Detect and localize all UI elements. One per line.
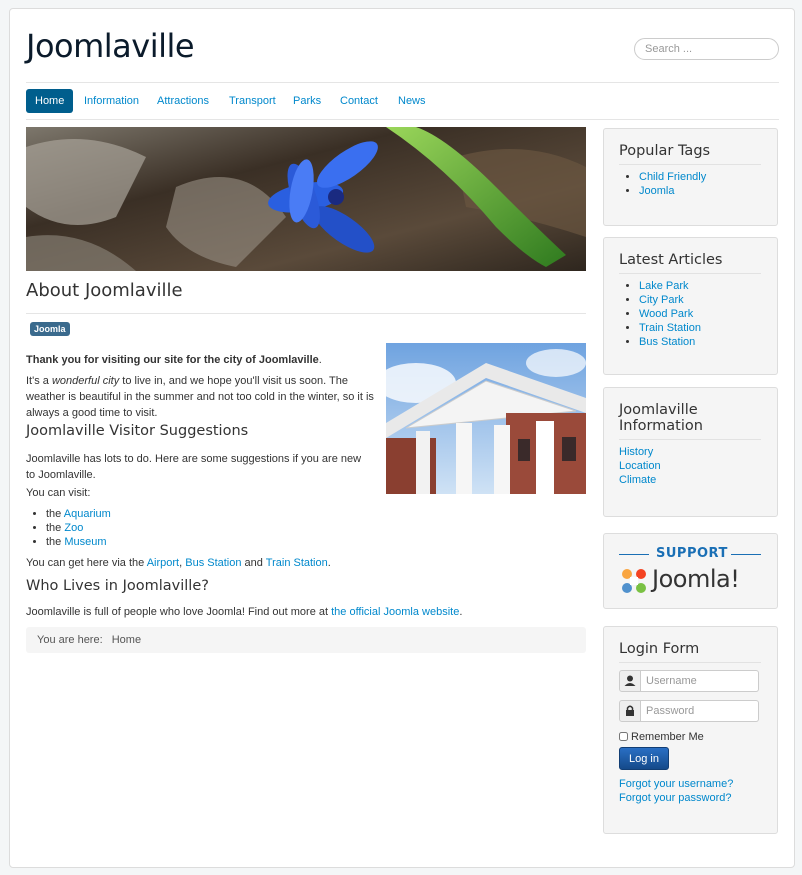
breadcrumb-current: Home — [111, 634, 142, 646]
nav-item-information[interactable]: Information — [84, 95, 140, 107]
username-input[interactable] — [641, 670, 759, 692]
tag-child-friendly[interactable]: Child Friendly — [639, 171, 707, 183]
login-button[interactable]: Log in — [619, 747, 669, 770]
forgot-username-link[interactable]: Forgot your username? — [619, 778, 734, 790]
username-field-group — [619, 670, 759, 692]
nav-item-news[interactable]: News — [398, 95, 426, 107]
list-item: • the Aquarium — [46, 507, 111, 521]
remember-me-label[interactable]: Remember Me — [619, 731, 704, 743]
list-item — [639, 184, 706, 198]
forgot-password-link[interactable]: Forgot your password? — [619, 792, 732, 804]
popular-tags-title: Popular Tags — [619, 143, 711, 159]
article-train-station[interactable]: Train Station — [639, 322, 701, 334]
weather-paragraph: It's a wonderful city to live in, and we hope you'll visit us soon. The weather is beautiful in the summer and not too cold in the winter, so it is always a good time to visit. — [26, 375, 374, 419]
article-lake-park[interactable]: Lake Park — [639, 280, 689, 292]
nav-item-transport[interactable]: Transport — [229, 95, 276, 107]
aquarium-link[interactable]: Aquarium — [63, 508, 111, 520]
list-item — [639, 279, 701, 293]
breadcrumb — [26, 627, 586, 653]
list-item — [619, 459, 661, 473]
who-lives-paragraph: Joomlaville is full of people who love Joomla! Find out more at the official Joomla website. — [26, 606, 463, 618]
page-container — [9, 8, 795, 868]
breadcrumb-label: You are here: — [37, 634, 103, 646]
remember-me-checkbox[interactable] — [619, 732, 628, 741]
login-module — [603, 626, 778, 834]
list-item — [639, 335, 701, 349]
visit-list — [46, 507, 111, 549]
article-wood-park[interactable]: Wood Park — [639, 308, 694, 320]
intro-paragraph: Thank you for visiting our site for the city of Joomlaville. — [26, 354, 322, 366]
list-item — [619, 473, 661, 487]
nav-item-attractions[interactable]: Attractions — [157, 95, 209, 107]
tag-badge[interactable]: Joomla — [30, 322, 70, 336]
nav-item-parks[interactable]: Parks — [293, 95, 322, 107]
support-joomla-module[interactable] — [603, 533, 778, 609]
latest-articles-title: Latest Articles — [619, 252, 723, 268]
tag-joomla[interactable]: Joomla — [639, 185, 675, 197]
article-city-park[interactable]: City Park — [639, 294, 684, 306]
who-lives-heading: Who Lives in Joomlaville? — [26, 578, 209, 594]
page-title: About Joomlaville — [26, 280, 183, 301]
information-module — [603, 387, 778, 517]
zoo-link[interactable]: Zoo — [64, 522, 84, 534]
airport-link[interactable]: Airport — [146, 557, 180, 569]
password-field-group — [619, 700, 759, 722]
transport-paragraph: You can get here via the Airport, Bus Station and Train Station. — [26, 557, 331, 569]
support-heading: SUPPORT — [656, 546, 728, 561]
visit-intro: You can visit: — [26, 487, 91, 499]
search-input[interactable] — [634, 38, 779, 60]
list-item: • the Museum — [46, 535, 111, 549]
lock-icon — [619, 700, 641, 722]
title-divider — [26, 313, 586, 314]
login-title: Login Form — [619, 641, 700, 657]
nav-item-home[interactable]: Home — [26, 89, 73, 113]
joomla-website-link[interactable]: the official Joomla website — [331, 606, 460, 618]
password-input[interactable] — [641, 700, 759, 722]
joomla-logo-icon — [619, 566, 649, 596]
article-bus-station[interactable]: Bus Station — [639, 336, 696, 348]
list-item: • the Zoo — [46, 521, 111, 535]
site-brand[interactable]: Joomlaville — [26, 27, 195, 65]
list-item — [619, 445, 661, 459]
town-hall-image — [386, 343, 586, 494]
bus-station-link[interactable]: Bus Station — [185, 557, 242, 569]
museum-link[interactable]: Museum — [64, 536, 107, 548]
info-history[interactable]: History — [619, 446, 654, 458]
user-icon — [619, 670, 641, 692]
list-item — [639, 170, 706, 184]
banner-image — [26, 127, 586, 271]
popular-tags-module — [603, 128, 778, 226]
latest-articles-module — [603, 237, 778, 375]
popular-tags-list — [639, 170, 706, 198]
site-header — [26, 27, 779, 83]
info-climate[interactable]: Climate — [619, 474, 657, 486]
suggestions-paragraph: Joomlaville has lots to do. Here are some suggestions if you are new to Joomlaville. — [26, 453, 362, 481]
information-title: Joomlaville Information — [619, 402, 703, 434]
train-station-link[interactable]: Train Station — [265, 557, 328, 569]
main-nav — [26, 88, 779, 120]
list-item — [639, 293, 701, 307]
joomla-logo-text: Joomla! — [652, 565, 740, 593]
list-item — [639, 307, 701, 321]
suggestions-heading: Joomlaville Visitor Suggestions — [26, 423, 249, 439]
latest-articles-list — [639, 279, 701, 349]
nav-item-contact[interactable]: Contact — [340, 95, 378, 107]
info-location[interactable]: Location — [619, 460, 661, 472]
information-list — [619, 445, 661, 487]
list-item — [639, 321, 701, 335]
